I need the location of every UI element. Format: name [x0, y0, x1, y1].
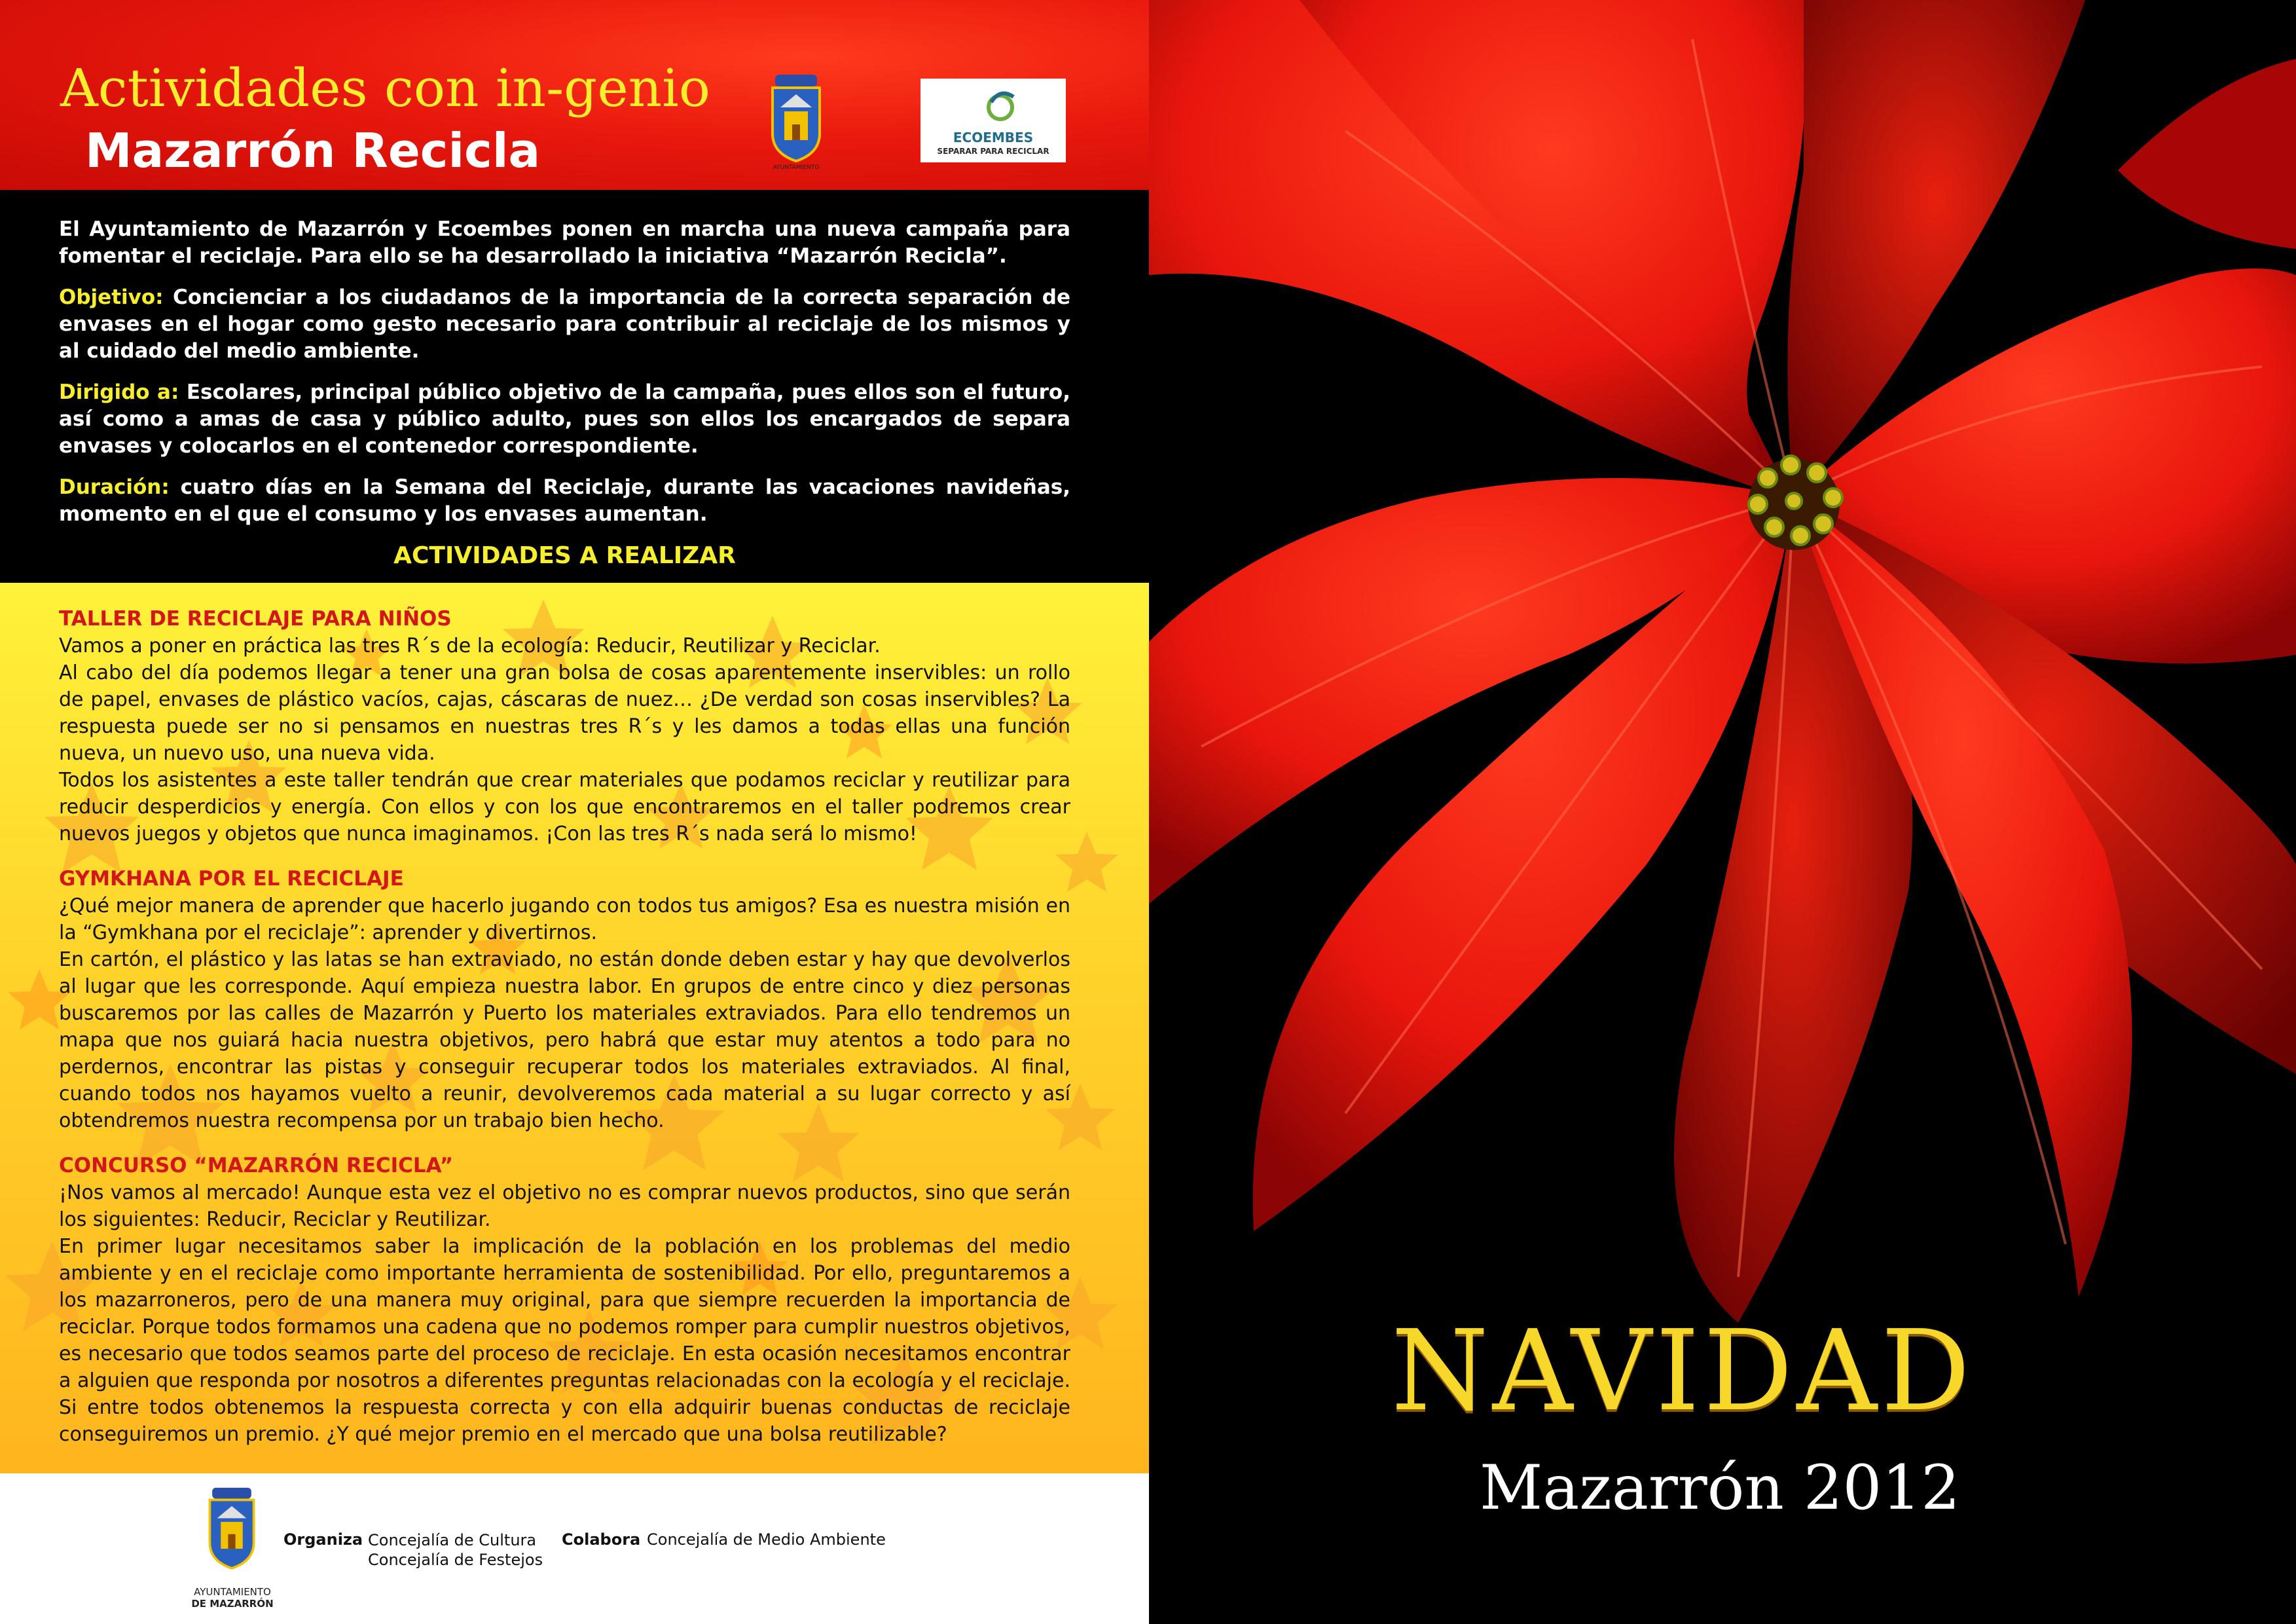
footer — [0, 1473, 1149, 1624]
organiza-values — [368, 1530, 543, 1570]
objetivo-paragraph — [59, 284, 1070, 365]
intro-band — [0, 190, 1149, 583]
concurso-p2: En primer lugar necesitamos saber la implicación de la población en los problemas del medio ambiente y en el reciclaje como importante herramienta de sostenibilidad. Por ello, preguntaremos a los mazarroneros, pero de una manera muy original, para que siempre recuerden la importancia de reciclar. Porque todos formamos una cadena que no podemos romper para cumplir nuestros objetivos, es necesario que todos seamos parte del proceso de reciclaje. En esta ocasión necesitamos encontrar a alguien que responda por nosotros a diferentes preguntas relacionadas con la ecología y el reciclaje. Si entre todos obtenemos la respuesta correcta y con ella adquirir buenas conductas de reciclaje conseguiremos un premio. ¿Y qué mejor premio en el mercado que una bolsa reutilizable? — [59, 1235, 1070, 1446]
section-concurso — [59, 1153, 1070, 1448]
gymkhana-p1: ¿Qué mejor manera de aprender que hacerlo jugando con todos tus amigos? Esa es nuestra misión en la “Gymkhana por el reciclaje”: aprender y divertirnos. — [59, 895, 1070, 944]
intro-text — [59, 216, 1070, 542]
activities-title: ACTIVIDADES A REALIZAR — [393, 542, 736, 569]
activities-panel — [0, 583, 1149, 1473]
objetivo-text: Concienciar a los ciudadanos de la importancia de la correcta separación de envases en el hogar como gesto necesario para contribuir al reciclaje de los mismos y al cuidado del medio ambiente. — [59, 286, 1070, 363]
objetivo-label: Objetivo: — [59, 286, 164, 309]
section-gymkhana — [59, 866, 1070, 1134]
dirigido-text: Escolares, principal público objetivo de la campaña, pues ellos son el futuro, así como a amas de casa y público adulto, pues son ellos los encargados de separa envases y colocarlos en el contenedor correspondiente. — [59, 380, 1070, 458]
gymkhana-title: GYMKHANA POR EL RECICLAJE — [59, 867, 404, 891]
title-actividades: Actividades con in-genio — [60, 58, 710, 119]
concurso-title: CONCURSO “MAZARRÓN RECICLA” — [59, 1154, 454, 1177]
organiza-festejos: Concejalía de Festejos — [368, 1551, 543, 1569]
colabora-medio-ambiente: Concejalía de Medio Ambiente — [647, 1530, 886, 1549]
footer-ayto-line2: DE MAZARRÓN — [191, 1598, 274, 1610]
duracion-text: cuatro días en la Semana del Reciclaje, durante las vacaciones navideñas, momento en el que el consumo y los envases aumentan. — [59, 475, 1070, 526]
ecoembes-leaf-icon — [920, 79, 1066, 130]
ecoembes-tagline: SEPARAR PARA RECICLAR — [937, 147, 1049, 156]
activities-text — [59, 606, 1070, 1466]
colabora-label: Colabora — [562, 1530, 641, 1549]
gymkhana-p2: En cartón, el plástico y las latas se han extraviado, no están donde deben estar y hay que devolverlos al lugar que les corresponde. Aquí empieza nuestra labor. En grupos de entre cinco y diez personas buscaremos por las calles de Mazarrón y Puerto los materiales extraviados. Para ello tendremos un mapa que nos guiará hacia nuestra objetivos, pero habrá que estar muy atentos a todo para no perdernos, encontrar las pistas y conseguir recuperar todos los materiales extraviados. Al final, cuando todos nos hayamos vuelto a reunir, devolveremos cada material a su lugar correcto y así obtendremos nuestra recompensa por un trabajo bien hecho. — [59, 948, 1070, 1132]
ayuntamiento-crest-footer-icon — [195, 1486, 268, 1577]
footer-ayto-line1: AYUNTAMIENTO — [194, 1586, 271, 1598]
cover-title: NAVIDAD — [1391, 1306, 1975, 1436]
concurso-p1: ¡Nos vamos al mercado! Aunque esta vez el objetivo no es comprar nuevos productos, sino que serán los siguientes: Reducir, Reciclar y Reutilizar. — [59, 1181, 1070, 1231]
ayuntamiento-crest-icon — [758, 73, 834, 170]
intro-paragraph: El Ayuntamiento de Mazarrón y Ecoembes ponen en marcha una nueva campaña para fomentar el reciclaje. Para ello se ha desarrollado la iniciativa “Mazarrón Recicla”. — [59, 217, 1070, 268]
section-taller — [59, 606, 1070, 847]
taller-p1: Vamos a poner en práctica las tres R´s de la ecología: Reducir, Reutilizar y Reciclar. — [59, 635, 881, 657]
duracion-label: Duración: — [59, 475, 170, 499]
duracion-paragraph — [59, 474, 1070, 528]
cover-subtitle: Mazarrón 2012 — [1480, 1452, 1960, 1524]
ecoembes-name: ECOEMBES — [953, 130, 1034, 145]
cover-panel — [1149, 0, 2296, 1624]
ecoembes-logo — [920, 79, 1066, 162]
dirigido-label: Dirigido a: — [59, 380, 179, 404]
footer-ayuntamiento-caption — [177, 1586, 288, 1610]
taller-p3: Todos los asistentes a este taller tendrán que crear materiales que podamos reciclar y reutilizar para reducir desperdicios y energía. Con ellos y con los que encontraremos en el taller podremos crear nuevos juegos y objetos que nunca imaginamos. ¡Con las tres R´s nada será lo mismo! — [59, 769, 1070, 845]
organiza-label: Organiza — [283, 1530, 363, 1549]
organiza-cultura: Concejalía de Cultura — [368, 1531, 537, 1549]
header-band — [0, 0, 1149, 190]
taller-title: TALLER DE RECICLAJE PARA NIÑOS — [59, 607, 452, 631]
title-mazarron-recicla: Mazarrón Recicla — [85, 123, 541, 178]
svg-text:AYUNTAMIENTO: AYUNTAMIENTO — [773, 164, 820, 170]
taller-p2: Al cabo del día podemos llegar a tener una gran bolsa de cosas aparentemente inservibles: un rollo de papel, envases de plástico vacíos, cajas, cáscaras de nuez… ¿De verdad son cosas inservibles? La respuesta puede ser no si pensamos en nuestras tres R´s y les damos a todas ellas una función nueva, un nuevo uso, una nueva vida. — [59, 661, 1070, 765]
dirigido-paragraph — [59, 379, 1070, 460]
